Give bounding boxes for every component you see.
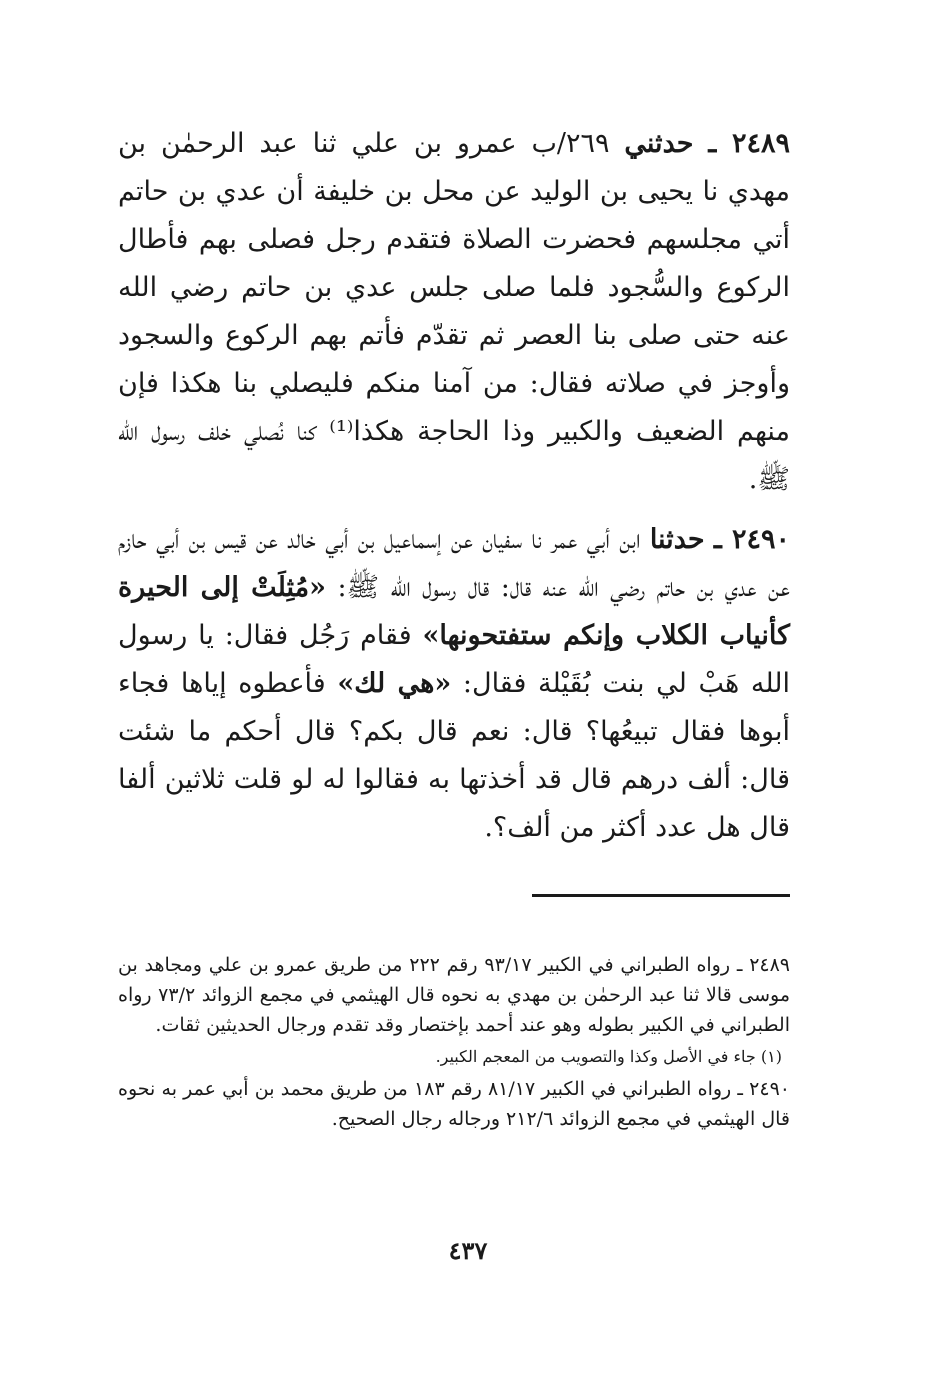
narration-verb: حدثني [624, 128, 694, 159]
hadith-text: فقام رَجُل فقال: يا رسول الله هَبْ لي بنت بُقَيْلة فقال: [118, 620, 790, 699]
footnote-2489: ٢٤٨٩ ـ رواه الطبراني في الكبير ٩٣/١٧ رقم ٢٢٢ من طريق عمرو بن علي ومجاهد بن موسى قالا ثنا عبد الرحمٰن بن مهدي به نحوه قال الهيثمي في مجمع الزوائد ٧٣/٢ رواه الطبراني في الكبير بطوله وهو عند أحمد بإختصار وقد تقدم ورجال الحديثين ثقات. [118, 954, 791, 1036]
footnotes [118, 950, 790, 1138]
prophetic-quote: «مُثِلَتْ إلى الحيرة كأنياب الكلاب وإنكم ستفتحونها» [118, 572, 791, 651]
narration-verb: حدثنا [649, 524, 705, 555]
footnote-separator [532, 894, 790, 897]
hadith-number: ٢٤٩٠ ـ [713, 524, 790, 555]
hadith-text: ٢٦٩/ب عمرو بن علي ثنا عبد الرحمٰن بن مهدي نا يحيى بن الوليد عن محل بن خليفة أن عدي بن حاتم أتي مجلسهم فحضرت الصلاة فتقدم رجل فصلى بهم فأطال الركوع والسُّجود فلما صلى جلس عدي بن حاتم رضي الله عنه حتى صلى بنا العصر ثم تقدّم فأتم بهم الركوع والسجود وأوجز في صلاته فقال: من آمنا منكم فليصلي بنا هكذا فإن منهم الضعيف والكبير وذا الحاجة هكذا⁽¹⁾ كنا نُصلي خلف رسول الله ﷺ. [118, 128, 791, 495]
hadith-2489 [118, 120, 790, 504]
hadith-number: ٢٤٨٩ ـ [708, 128, 790, 159]
hadith-text: ابن أبي عمر نا سفيان عن إسماعيل بن أبي خالد عن قيس بن أبي حازم عن عدي بن حاتم رضي الله عنه قال: قال رسول الله ﷺ: [118, 524, 790, 603]
footnote-2490: ٢٤٩٠ ـ رواه الطبراني في الكبير ٨١/١٧ رقم ١٨٣ من طريق محمد بن أبي عمر به نحوه قال الهيثمي في مجمع الزوائد ٢١٢/٦ ورجاله رجال الصحيح. [118, 1078, 790, 1130]
footnote-1: (١) جاء في الأصل وكذا والتصويب من المعجم الكبير. [435, 1047, 782, 1066]
page-number: ٤٣٧ [448, 1236, 488, 1265]
hadith-2490 [118, 516, 790, 852]
prophetic-quote: «هي لك» [337, 668, 452, 699]
main-text [118, 120, 790, 864]
hadith-text: فأعطوه إياها فجاء أبوها فقال تبيعُها؟ قال: نعم قال بكم؟ قال أحكم ما شئت قال: ألف درهم قال قد أخذتها به فقالوا له لو قلت ثلاثين ألفا قال هل عدد أكثر من ألف؟. [118, 668, 790, 843]
